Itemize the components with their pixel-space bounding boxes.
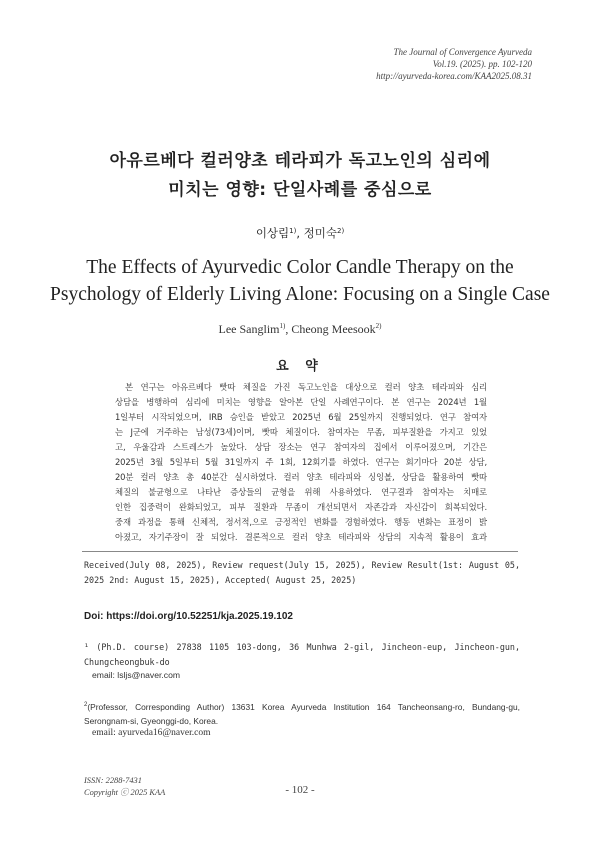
abstract-line: 본 연구는 아유르베다 빳따 체질을 가진 독고노인을 대상으로 컬러 양초 테라피와 심리 <box>125 382 487 392</box>
journal-header <box>376 46 532 82</box>
korean-author-1: 이상림 <box>255 226 290 240</box>
abstract-line: 1일부터 시작되었으며, IRB 승인을 받았고 2025년 6월 25일까지 진행되었다. 연구 참여자 <box>115 412 487 422</box>
korean-title-line1: 아유르베다 컬러양초 테라피가 독고노인의 심리에 <box>109 151 491 171</box>
english-author-2: Cheong Meesook <box>291 322 376 336</box>
english-author-2-mark: 2) <box>375 322 382 330</box>
footnote-2-email[interactable]: email: ayurveda16@naver.com <box>92 728 211 738</box>
page-number: - 102 - <box>285 784 315 796</box>
abstract-line: 는 J군에 거주하는 남성(73세)이며, 빳따 체질이다. 참여자는 무좀, 피부질환을 가지고 있었 <box>115 427 487 437</box>
english-author-1-mark: 1) <box>279 322 286 330</box>
abstract-line: 상담을 병행하여 심리에 미치는 영향을 알아본 단일 사례연구이다. 본 연구는 2024년 1월 <box>115 397 487 407</box>
abstract-line: 20분 컬러 양초 총 40분간 실시하였다. 컬러 양초 테라피와 싱잉볼, 상담을 활용하여 빳따 <box>115 472 487 482</box>
abstract-line: 고, 우울감과 스트레스가 높았다. 상담 장소는 연구 참여자의 집에서 이루어졌으며, 기간은 <box>115 442 487 452</box>
abstract-line: 체질의 불균형으로 나타난 증상들의 균형을 위해 사용하였다. 연구결과 참여자는 치매로 <box>115 487 487 497</box>
journal-url[interactable]: http://ayurveda-korea.com/KAA2025.08.31 <box>376 71 532 81</box>
abstract-line: 중재 과정을 통해 신체적, 정서적,으로 긍정적인 변화를 경험하였다. 행동 변화는 표정이 밝 <box>115 517 487 527</box>
volume-info: Vol.19. (2025). pp. 102-120 <box>432 59 532 69</box>
footnote-2 <box>84 698 520 728</box>
abstract-line: 아졌고, 자기주장이 잘 되었다. 결론적으로 컬러 양초 테라피와 상담의 지속적 활용이 효과 <box>115 532 487 542</box>
korean-author-1-mark: 1) <box>289 227 297 235</box>
footnote-divider <box>82 551 518 552</box>
received-info: Received(July 08, 2025), Review request(July 15, 2025), Review Result(1st: August 05, 2025 2nd: August 15, 2025), Accepted( August 25, 2025) <box>84 560 520 585</box>
abstract-heading: 요 약 <box>276 359 324 374</box>
footnote-2-mark: 2 <box>84 702 88 708</box>
author-separator: , <box>296 226 304 240</box>
english-author-1: Lee Sanglim <box>218 322 280 336</box>
abstract-line: 2025년 3월 5일부터 5월 31일까지 주 1회, 12회기를 하였다. 연구는 회기마다 20분 상담, <box>115 457 487 467</box>
korean-authors <box>0 225 600 241</box>
footnote-1 <box>84 640 520 670</box>
korean-author-2-mark: 2) <box>336 227 345 235</box>
english-title-line2: Psychology of Elderly Living Alone: Focusing on a Single Case <box>50 284 550 305</box>
korean-title-line2: 미치는 영향: 단일사례를 중심으로 <box>168 180 432 200</box>
english-authors <box>0 322 600 337</box>
journal-name: The Journal of Convergence Ayurveda <box>393 47 532 57</box>
english-title-line1: The Effects of Ayurvedic Color Candle Therapy on the <box>86 257 514 278</box>
footnote-1-mark: ¹ <box>84 642 90 652</box>
copyright: Copyright ⓒ 2025 KAA <box>84 788 166 797</box>
footnote-1-text: (Ph.D. course) 27838 1105 103-dong, 36 Munhwa 2-gil, Jincheon-eup, Jincheon-gun, Chungcheongbuk-do <box>84 642 520 667</box>
footnote-2-text: (Professor, Corresponding Author) 13631 Korea Ayurveda Institution 164 Tancheonsang-ro, Bundang-gu, Serongnam-si, Gyeonggi-do, Korea. <box>84 702 520 726</box>
abstract-line: 인한 집중력이 완화되었고, 피부 질환과 무좀이 개선되면서 자존감과 자신감이 회복되었다. <box>115 502 487 512</box>
issn: ISSN: 2288-7431 <box>84 776 142 785</box>
english-author-separator: , <box>285 322 292 336</box>
doi-link[interactable]: Doi: https://doi.org/10.52251/kja.2025.19.102 <box>84 611 293 622</box>
korean-author-2: 정미숙 <box>303 226 337 240</box>
footnote-1-email[interactable]: email: lsljs@naver.com <box>92 670 181 680</box>
